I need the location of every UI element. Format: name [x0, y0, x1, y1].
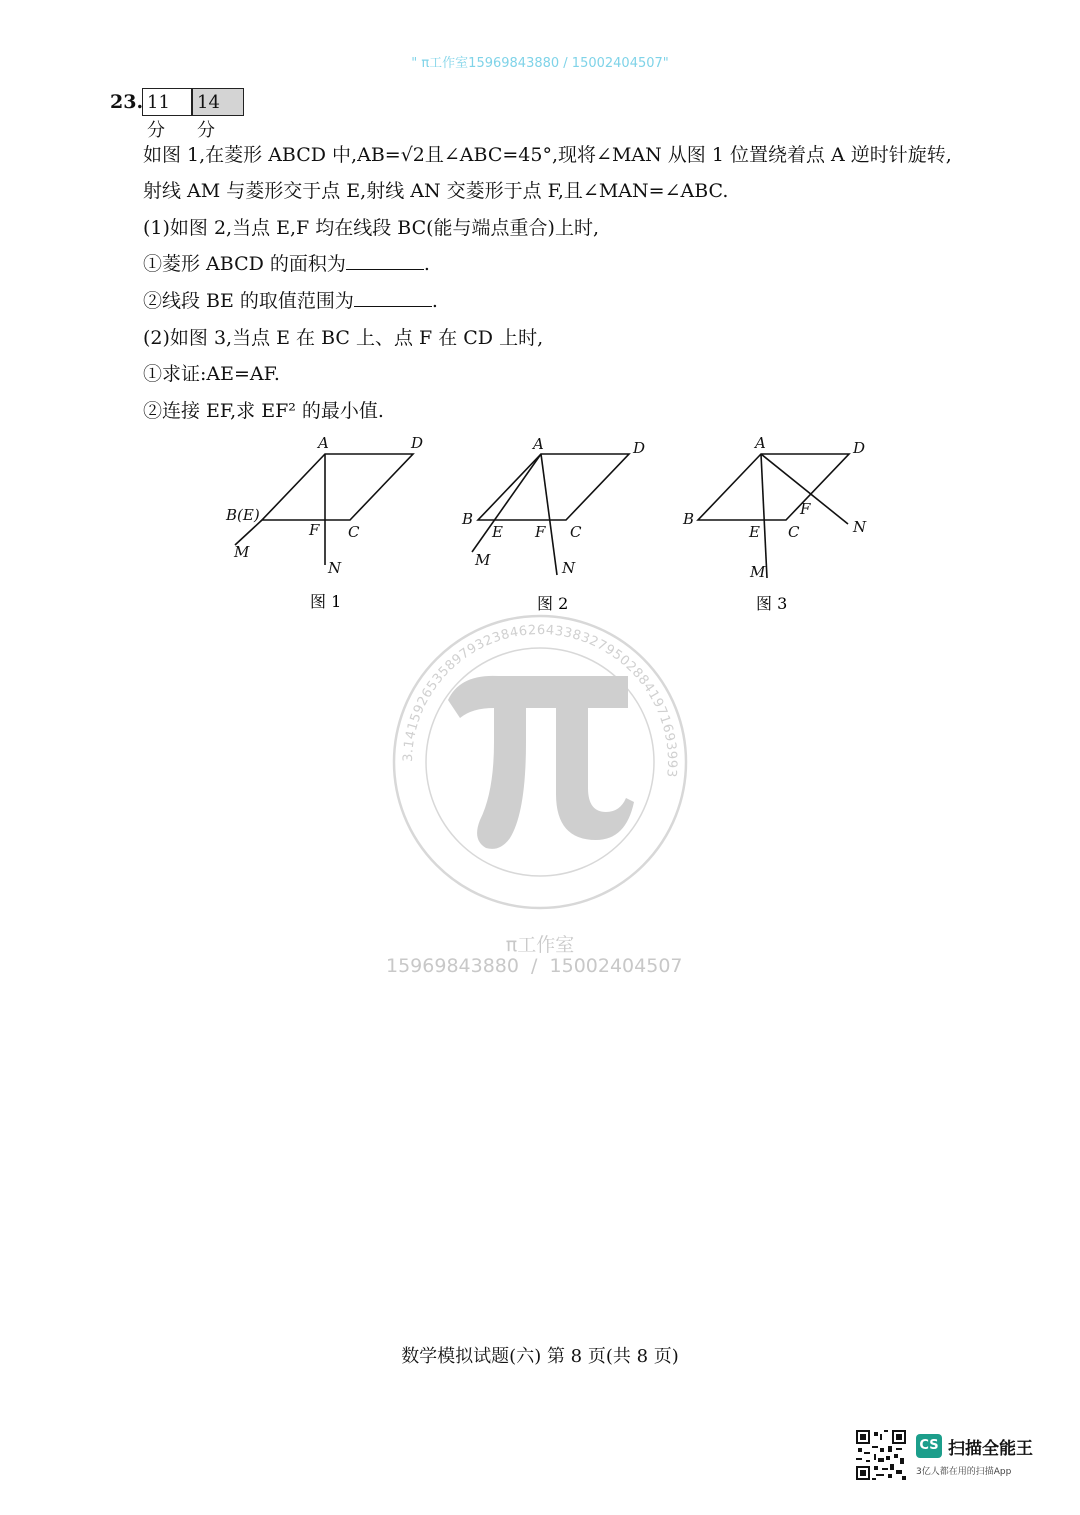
fig2-caption: 图 2	[537, 594, 569, 613]
page-footer: 数学模拟试题(六) 第 8 页(共 8 页)	[401, 1346, 679, 1367]
fig3-label-e: E	[749, 523, 760, 541]
fig2-ray-an	[541, 454, 557, 575]
question-number: 23.	[110, 91, 144, 113]
brand-tagline: 3亿人都在用的扫描App	[916, 1467, 1012, 1477]
pi-watermark-stamp	[390, 612, 690, 912]
fig1-label-m: M	[234, 543, 250, 561]
fig2-label-b: B	[462, 510, 474, 528]
camscanner-logo-icon: CS	[916, 1434, 942, 1458]
stamp-phones: 15969843880 / 15002404507	[386, 955, 683, 977]
fig3-label-n: N	[853, 518, 867, 536]
fig2-label-a: A	[533, 435, 544, 453]
qr-code-icon	[856, 1430, 906, 1480]
stamp-label: π工作室	[505, 934, 575, 956]
fig3-label-a: A	[755, 434, 766, 452]
fig3-ray-am	[761, 454, 767, 578]
question-line-1: 如图 1,在菱形 ABCD 中,AB=√2且∠ABC=45°,现将∠MAN 从图 1 位置绕着点 A 逆时针旋转,	[143, 144, 952, 166]
fig3-label-f: F	[800, 500, 811, 518]
fig3-caption: 图 3	[756, 594, 788, 613]
period: .	[431, 290, 438, 312]
question-line-3: (1)如图 2,当点 E,F 均在线段 BC(能与端点重合)上时,	[143, 217, 600, 239]
fig2-label-c: C	[570, 523, 582, 541]
fig1-rhombus	[262, 454, 413, 520]
fig1-label-b: B(E)	[226, 506, 260, 524]
score-box-11: 11 分	[142, 88, 192, 116]
score-box-14: 14 分	[192, 88, 244, 116]
fig2-label-e: E	[492, 523, 503, 541]
header-watermark: " π工作室15969843880 / 15002404507"	[411, 56, 669, 71]
figures-svg	[0, 0, 1080, 640]
fig2-ray-am	[472, 454, 541, 552]
question-line-7: ①求证:AE=AF.	[143, 363, 280, 385]
fig1-label-c: C	[348, 523, 360, 541]
fig1-caption: 图 1	[310, 592, 342, 611]
fig3-label-b: B	[683, 510, 695, 528]
question-line-5-text: ②线段 BE 的取值范围为	[143, 290, 354, 312]
fig1-label-f: F	[309, 521, 320, 539]
fig1-label-a: A	[318, 434, 329, 452]
question-line-8: ②连接 EF,求 EF² 的最小值.	[143, 400, 384, 422]
fig2-label-d: D	[633, 439, 646, 457]
pi-symbol-icon	[448, 676, 634, 849]
fig3-label-m: M	[750, 563, 766, 581]
question-line-4-text: ①菱形 ABCD 的面积为	[143, 253, 346, 275]
fig3-label-c: C	[788, 523, 800, 541]
stamp-ring-text: 3.1415926535897932384626433832795028841971693993	[400, 622, 680, 779]
fig2-label-n: N	[562, 559, 576, 577]
brand-name: 扫描全能王	[948, 1439, 1033, 1459]
question-line-6: (2)如图 3,当点 E 在 BC 上、点 F 在 CD 上时,	[143, 327, 544, 349]
fig3-label-d: D	[853, 439, 866, 457]
period: .	[423, 253, 430, 275]
fig1-label-n: N	[328, 559, 342, 577]
question-line-2: 射线 AM 与菱形交于点 E,射线 AN 交菱形于点 F,且∠MAN=∠ABC.	[143, 180, 729, 202]
fig1-label-d: D	[411, 434, 424, 452]
fig2-label-m: M	[475, 551, 491, 569]
fig2-label-f: F	[535, 523, 546, 541]
